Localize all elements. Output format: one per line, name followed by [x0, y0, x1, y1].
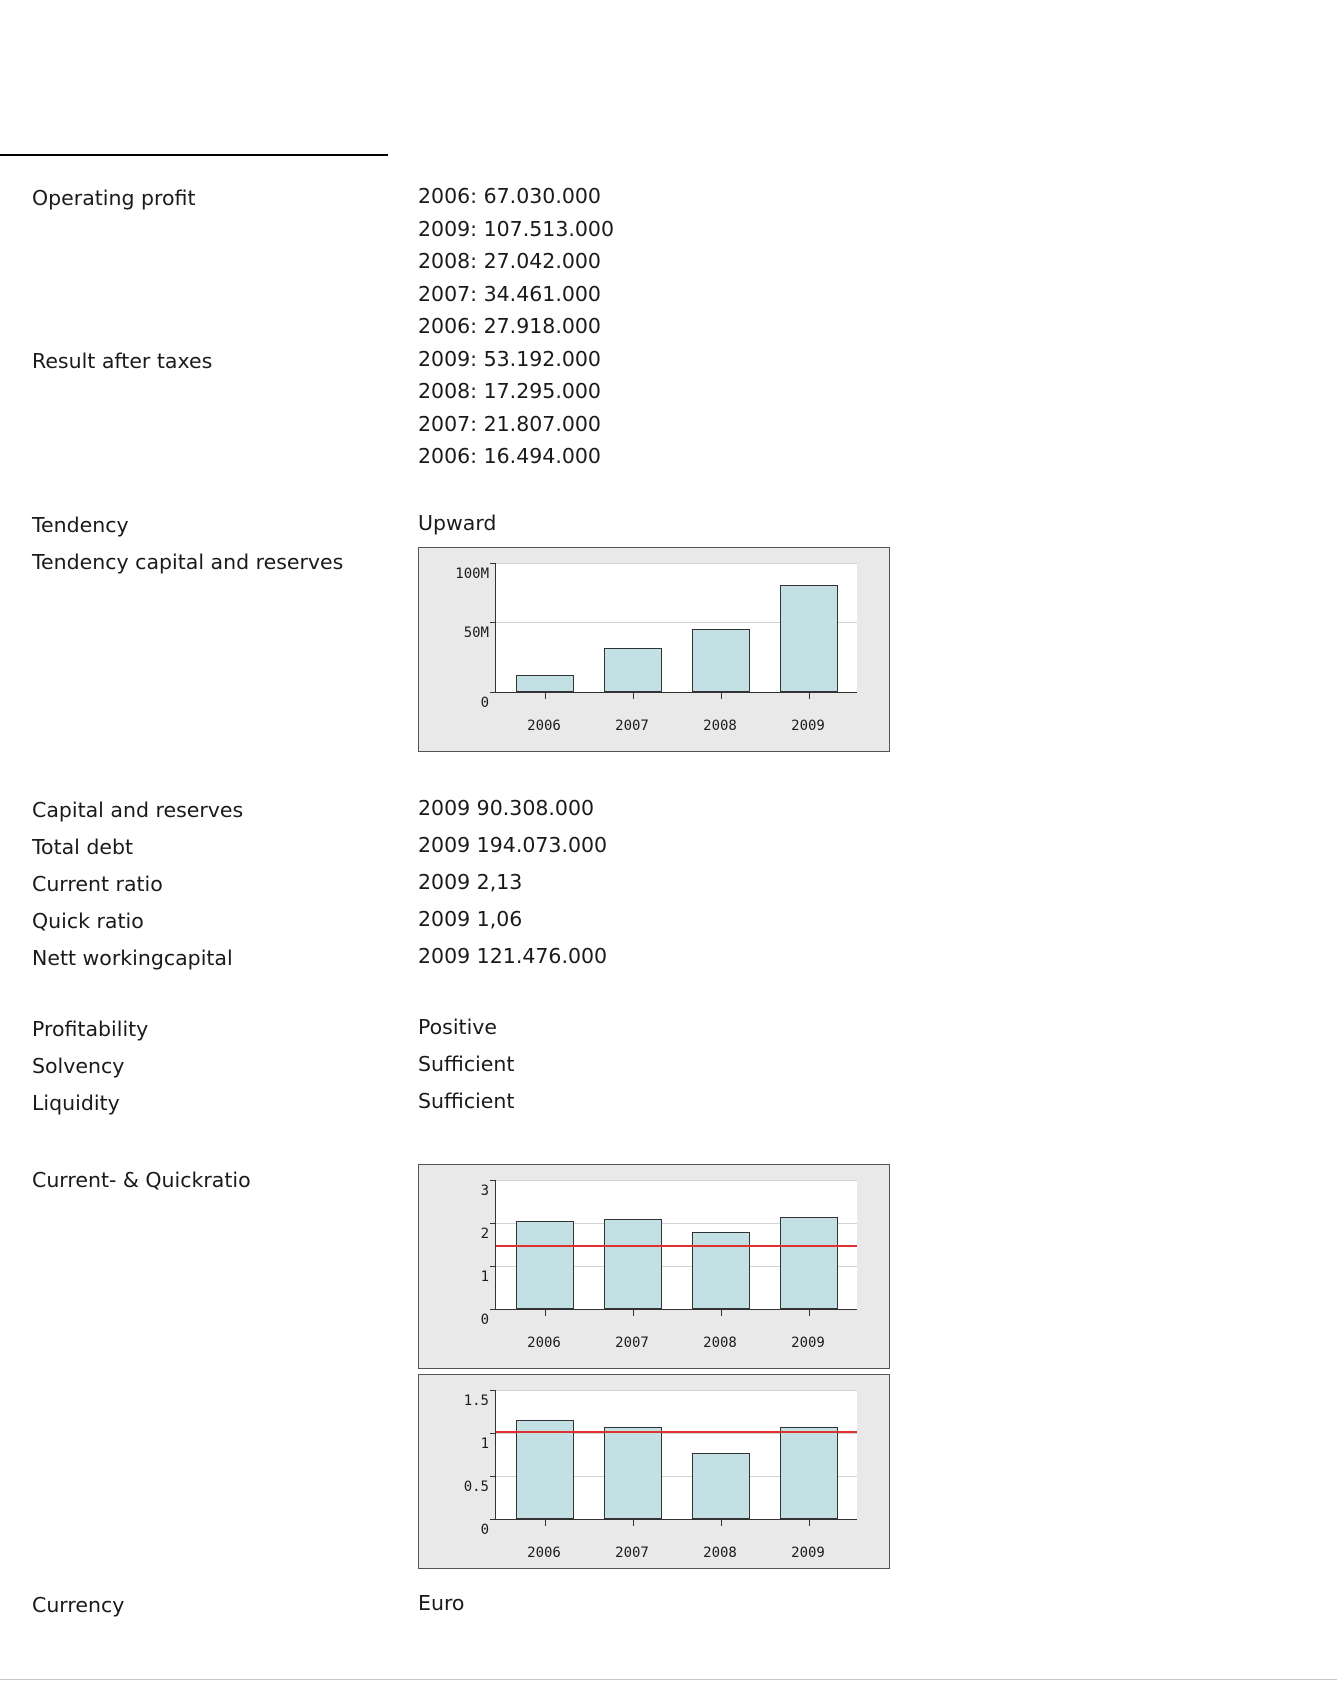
row-label: Quick ratio	[32, 908, 144, 933]
value-line: Upward	[418, 510, 497, 535]
table-row	[0, 1587, 1337, 1624]
value-line: 2007: 34.461.000	[418, 281, 601, 306]
table-row	[0, 544, 1337, 752]
spacer	[0, 752, 1337, 792]
axis-tick	[545, 693, 546, 699]
bar-2007	[604, 1219, 662, 1309]
plot-area	[495, 1390, 857, 1520]
x-tick-label: 2007	[615, 1544, 649, 1561]
axis-tick	[490, 1180, 496, 1181]
axis-tick	[490, 1309, 496, 1310]
value-line: Sufficient	[418, 1088, 515, 1113]
spacer	[0, 977, 1337, 1011]
threshold-line	[496, 1245, 857, 1247]
axis-tick	[490, 1223, 496, 1224]
y-tick-label: 1	[480, 1435, 489, 1452]
value-line: 2009 194.073.000	[418, 832, 608, 857]
y-tick-label: 3	[480, 1182, 489, 1199]
value-line: Euro	[418, 1590, 465, 1615]
footer-divider	[0, 1679, 1337, 1680]
row-value	[418, 1085, 1337, 1118]
row-value	[418, 1162, 1337, 1569]
spacer	[0, 1569, 1337, 1587]
table-row	[0, 866, 1337, 903]
bar-2008	[692, 1232, 750, 1309]
table-row	[0, 940, 1337, 977]
chart-current-ratio	[418, 1164, 890, 1369]
gridline	[496, 1390, 857, 1391]
bar-2006	[516, 675, 574, 692]
table-row	[0, 1162, 1337, 1569]
row-value	[418, 866, 1337, 899]
axis-tick	[545, 1310, 546, 1316]
bar-2009	[780, 1217, 838, 1309]
x-tick-label: 2008	[703, 717, 737, 734]
x-tick-label: 2009	[791, 717, 825, 734]
x-tick-label: 2007	[615, 717, 649, 734]
table-row	[0, 1085, 1337, 1122]
row-label: Tendency	[32, 512, 129, 537]
row-label: Current ratio	[32, 871, 163, 896]
value-line: Positive	[418, 1014, 498, 1039]
axis-tick	[490, 1266, 496, 1267]
axis-tick	[490, 1390, 496, 1391]
y-tick-label: 0	[480, 1311, 489, 1328]
value-line: 2008: 27.042.000	[418, 249, 601, 273]
x-tick-label: 2006	[527, 717, 561, 734]
y-tick-label: 100M	[455, 565, 489, 582]
row-value	[418, 233, 1337, 473]
x-tick-label: 2008	[703, 1544, 737, 1561]
bar-2007	[604, 648, 662, 692]
axis-tick	[490, 622, 496, 623]
value-line: 2006: 27.918.000	[418, 314, 601, 338]
value-line: 2006: 16.494.000	[418, 444, 601, 468]
chart-quick-ratio	[418, 1374, 890, 1569]
value-line: 2008: 17.295.000	[418, 379, 601, 403]
document-content	[0, 180, 1337, 1624]
y-tick-label: 0	[480, 694, 489, 711]
gridline	[496, 1180, 857, 1181]
bar-2007	[604, 1427, 662, 1519]
value-line: 2009 121.476.000	[418, 943, 608, 968]
y-tick-label: 0.5	[463, 1478, 489, 1495]
value-line: 2009 90.308.000	[418, 795, 595, 820]
row-value	[418, 940, 1337, 973]
axis-tick	[809, 1520, 810, 1526]
axis-tick	[809, 1310, 810, 1316]
spacer	[0, 1122, 1337, 1162]
gridline	[496, 563, 857, 564]
spacer	[0, 473, 1337, 507]
axis-tick	[633, 1310, 634, 1316]
row-label: Currency	[32, 1592, 125, 1617]
row-label: Result after taxes	[32, 348, 213, 373]
table-row	[0, 233, 1337, 473]
y-tick-label: 2	[480, 1225, 489, 1242]
y-tick-label: 0	[480, 1521, 489, 1538]
value-line: 2009: 53.192.000	[418, 346, 601, 371]
row-value	[418, 544, 1337, 752]
x-tick-label: 2009	[791, 1544, 825, 1561]
row-label: Total debt	[32, 834, 134, 859]
bar-2008	[692, 1453, 750, 1519]
axis-tick	[490, 563, 496, 564]
axis-tick	[633, 693, 634, 699]
threshold-line	[496, 1431, 857, 1433]
value-line: 2007: 21.807.000	[418, 411, 601, 436]
row-label: Solvency	[32, 1053, 125, 1078]
table-row	[0, 903, 1337, 940]
row-label: Current- & Quickratio	[32, 1167, 251, 1192]
axis-tick	[809, 693, 810, 699]
row-value	[418, 829, 1337, 862]
row-label: Profitability	[32, 1016, 149, 1041]
value-line: 2009: 107.513.000	[418, 216, 615, 241]
row-label: Operating profit	[32, 186, 196, 210]
axis-tick	[721, 693, 722, 699]
row-label: Tendency capital and reserves	[32, 549, 344, 574]
value-line: Sufficient	[418, 1051, 515, 1076]
bar-2009	[780, 585, 838, 692]
x-tick-label: 2006	[527, 1544, 561, 1561]
axis-tick	[545, 1520, 546, 1526]
axis-tick	[490, 1476, 496, 1477]
row-label: Nett workingcapital	[32, 945, 233, 970]
x-tick-label: 2008	[703, 1334, 737, 1351]
axis-tick	[490, 692, 496, 693]
row-value	[418, 1011, 1337, 1044]
plot-area	[495, 1180, 857, 1310]
table-row	[0, 1048, 1337, 1085]
axis-tick	[633, 1520, 634, 1526]
row-value	[418, 792, 1337, 825]
value-line: 2009 2,13	[418, 869, 523, 894]
header-divider	[0, 154, 388, 156]
y-tick-label: 50M	[463, 624, 489, 641]
axis-tick	[490, 1519, 496, 1520]
plot-area	[495, 563, 857, 693]
value-line: 2006: 67.030.000	[418, 184, 601, 208]
x-tick-label: 2007	[615, 1334, 649, 1351]
bar-2009	[780, 1427, 838, 1519]
bar-2006	[516, 1420, 574, 1519]
table-row	[0, 1011, 1337, 1048]
chart-tendency-capital-and-reserves	[418, 547, 890, 752]
y-tick-label: 1.5	[463, 1392, 489, 1409]
row-label: Liquidity	[32, 1090, 120, 1115]
row-value	[418, 507, 1337, 540]
axis-tick	[721, 1310, 722, 1316]
table-row	[0, 829, 1337, 866]
x-tick-label: 2009	[791, 1334, 825, 1351]
row-value	[418, 1048, 1337, 1081]
table-row	[0, 792, 1337, 829]
bar-2006	[516, 1221, 574, 1309]
axis-tick	[490, 1433, 496, 1434]
x-tick-label: 2006	[527, 1334, 561, 1351]
y-tick-label: 1	[480, 1268, 489, 1285]
axis-tick	[721, 1520, 722, 1526]
bar-2008	[692, 629, 750, 692]
value-line: 2009 1,06	[418, 906, 523, 931]
row-label: Capital and reserves	[32, 797, 244, 822]
row-value	[418, 1587, 1337, 1620]
table-row	[0, 507, 1337, 544]
row-value	[418, 903, 1337, 936]
